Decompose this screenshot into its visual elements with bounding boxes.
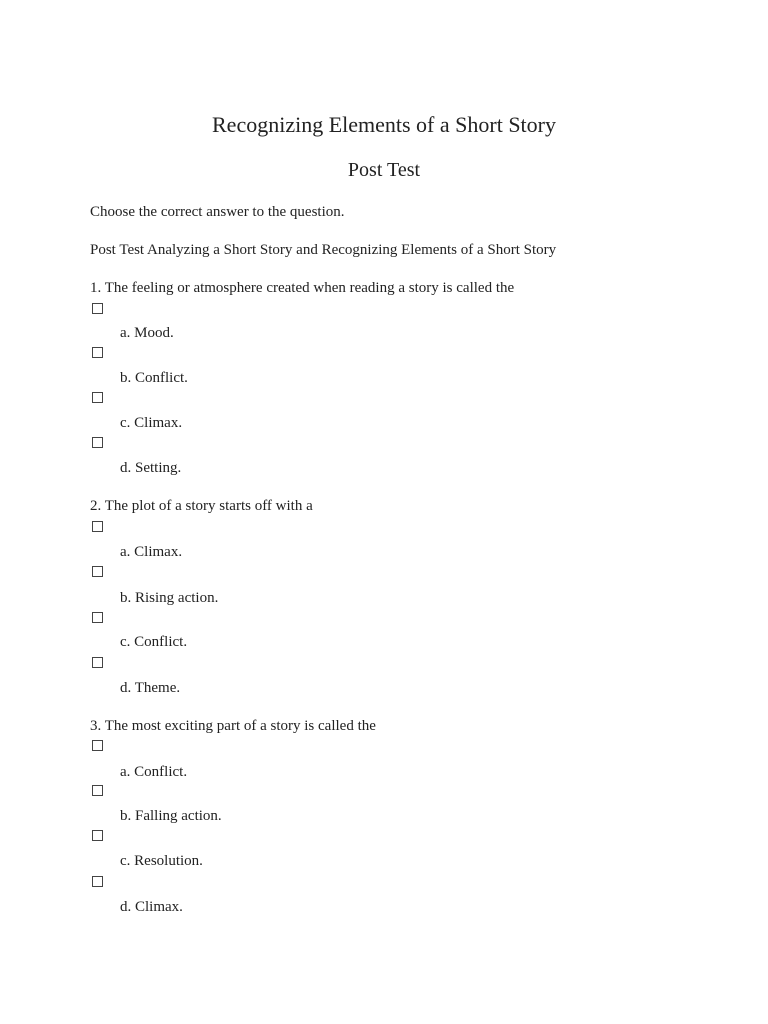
question-2-option-d-checkbox[interactable] — [92, 657, 103, 668]
question-3-option-c-label: c. Resolution. — [120, 853, 203, 869]
question-1-option-d-checkbox[interactable] — [92, 437, 103, 448]
question-2-option-b-checkbox[interactable] — [92, 566, 103, 577]
instructions: Choose the correct answer to the question. — [90, 204, 345, 220]
question-3-text: 3. The most exciting part of a story is called the — [90, 718, 376, 734]
test-heading: Post Test Analyzing a Short Story and Recognizing Elements of a Short Story — [90, 242, 557, 258]
question-3-option-b-label: b. Falling action. — [120, 808, 222, 824]
question-3-option-c-checkbox[interactable] — [92, 830, 103, 841]
page-title: Recognizing Elements of a Short Story — [212, 112, 556, 137]
question-2-text: 2. The plot of a story starts off with a — [90, 498, 313, 514]
question-2-option-d-label: d. Theme. — [120, 680, 181, 696]
question-1-option-a-checkbox[interactable] — [92, 303, 103, 314]
question-1-option-d-label: d. Setting. — [120, 460, 182, 476]
question-2-option-c-label: c. Conflict. — [120, 634, 188, 650]
question-1-option-b-checkbox[interactable] — [92, 347, 103, 358]
question-1-text: 1. The feeling or atmosphere created when reading a story is called the — [90, 280, 515, 296]
question-3-option-d-label: d. Climax. — [120, 899, 183, 915]
question-2-option-a-label: a. Climax. — [120, 544, 183, 560]
question-3-option-b-checkbox[interactable] — [92, 785, 103, 796]
page-subtitle: Post Test — [347, 159, 421, 181]
question-2-option-b-label: b. Rising action. — [120, 590, 219, 606]
question-3-option-d-checkbox[interactable] — [92, 876, 103, 887]
question-1-option-c-checkbox[interactable] — [92, 392, 103, 403]
question-1-option-c-label: c. Climax. — [120, 415, 183, 431]
question-3-option-a-checkbox[interactable] — [92, 740, 103, 751]
question-2-option-c-checkbox[interactable] — [92, 612, 103, 623]
question-1-option-a-label: a. Mood. — [120, 325, 174, 341]
question-2-option-a-checkbox[interactable] — [92, 521, 103, 532]
question-3-option-a-label: a. Conflict. — [120, 764, 188, 780]
question-1-option-b-label: b. Conflict. — [120, 370, 188, 386]
